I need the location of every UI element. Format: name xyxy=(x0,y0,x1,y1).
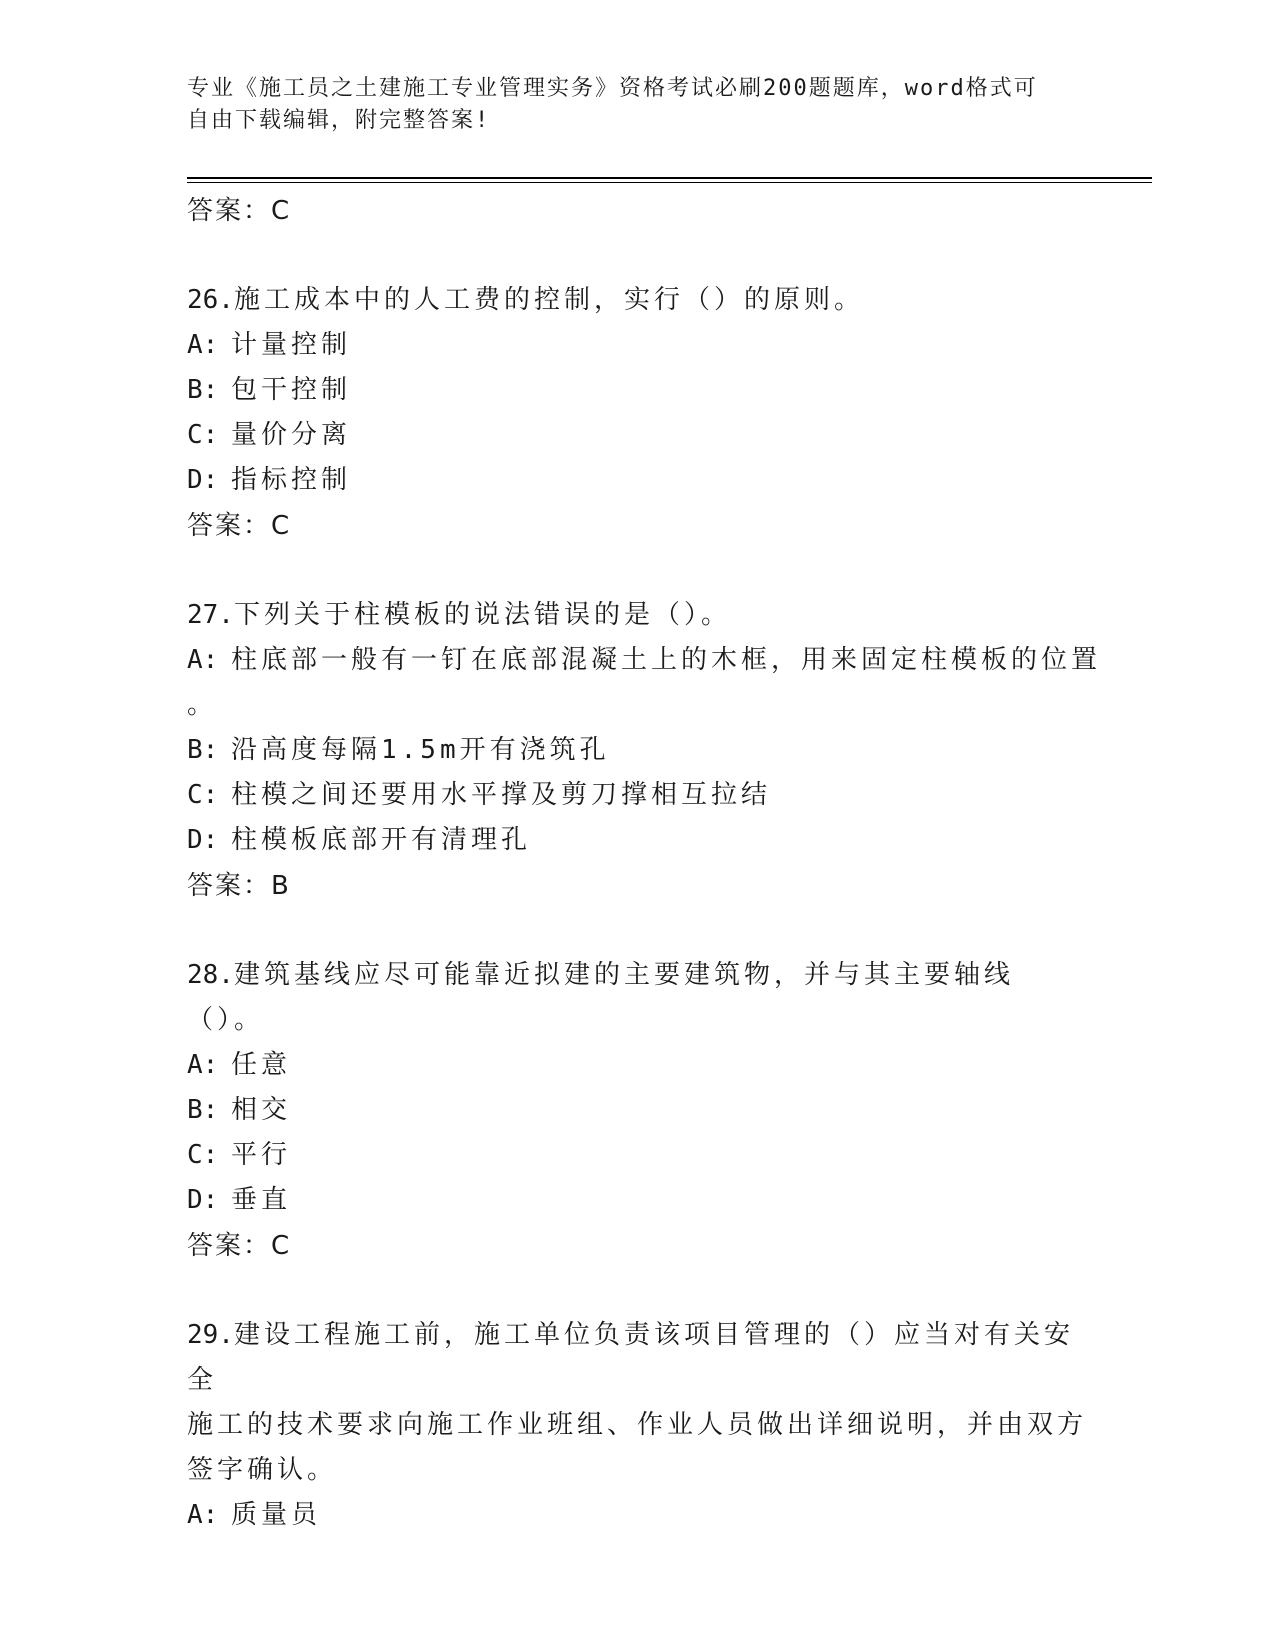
question-28 xyxy=(187,953,1087,1269)
header-rule-thin xyxy=(187,182,1152,183)
option-key: C: xyxy=(187,420,219,450)
question-list xyxy=(187,188,1102,1538)
option-key: C: xyxy=(187,780,219,810)
question-stem xyxy=(187,278,1087,323)
option-key: B: xyxy=(187,735,219,765)
option-key: A: xyxy=(187,330,219,360)
option-d xyxy=(187,818,1087,863)
option-c xyxy=(187,413,1087,458)
question-text: 施工成本中的人工费的控制，实行（）的原则。 xyxy=(233,285,864,315)
option-key: B: xyxy=(187,375,219,405)
option-a xyxy=(187,1493,1087,1538)
option-b xyxy=(187,1088,1087,1133)
question-text-line-3: 签字确认。 xyxy=(187,1455,338,1485)
option-text: 沿高度每隔1.5m开有浇筑孔 xyxy=(231,735,610,765)
header-line-1: 专业《施工员之土建施工专业管理实务》资格考试必刷200题题库，word格式可 xyxy=(187,76,1038,101)
question-text: 建筑基线应尽可能靠近拟建的主要建筑物，并与其主要轴线（）。 xyxy=(187,960,1014,1035)
header-rule-thick xyxy=(187,177,1152,179)
header-line-2: 自由下载编辑，附完整答案! xyxy=(187,108,491,133)
option-key: A: xyxy=(187,1050,219,1080)
question-number: 28. xyxy=(187,960,234,990)
option-text: 柱模板底部开有清理孔 xyxy=(231,825,532,855)
option-a xyxy=(187,1043,1087,1088)
answer: 答案：C xyxy=(187,1231,292,1261)
option-text: 任意 xyxy=(231,1050,292,1080)
option-key: A: xyxy=(187,645,219,675)
question-text-line-2: 施工的技术要求向施工作业班组、作业人员做出详细说明，并由双方 xyxy=(187,1410,1088,1440)
option-key: B: xyxy=(187,1095,219,1125)
answer: 答案：C xyxy=(187,511,292,541)
option-text: 计量控制 xyxy=(231,330,352,360)
option-d xyxy=(187,1178,1087,1223)
answer: 答案：B xyxy=(187,871,291,901)
option-text: 相交 xyxy=(231,1095,292,1125)
question-text-line-1: 建设工程施工前，施工单位负责该项目管理的（）应当对有关安全 xyxy=(187,1320,1074,1395)
option-b xyxy=(187,728,1087,773)
question-number: 26. xyxy=(187,285,234,315)
option-key: D: xyxy=(187,465,219,495)
question-26 xyxy=(187,278,1087,549)
option-text: 质量员 xyxy=(231,1500,322,1530)
option-key: D: xyxy=(187,825,219,855)
question-29 xyxy=(187,1313,1087,1538)
question-stem xyxy=(187,593,1087,638)
option-text: 平行 xyxy=(231,1140,292,1170)
option-text: 柱底部一般有一钉在底部混凝土上的木框，用来固定柱模板的位置 xyxy=(231,645,1102,675)
previous-answer: 答案：C xyxy=(187,196,292,226)
option-text: 量价分离 xyxy=(231,420,352,450)
document-header xyxy=(187,73,1067,137)
option-d xyxy=(187,458,1087,503)
option-text: 柱模之间还要用水平撑及剪刀撑相互拉结 xyxy=(231,780,772,810)
question-stem xyxy=(187,953,1087,1043)
option-a xyxy=(187,638,1102,683)
option-a xyxy=(187,323,1087,368)
option-key: A: xyxy=(187,1500,219,1530)
option-c xyxy=(187,773,1087,818)
option-a-continuation: 。 xyxy=(187,690,218,720)
option-text: 包干控制 xyxy=(231,375,352,405)
option-key: D: xyxy=(187,1185,219,1215)
question-text: 下列关于柱模板的说法错误的是（）。 xyxy=(233,600,731,630)
question-number: 29. xyxy=(187,1320,234,1350)
question-stem xyxy=(187,1313,1087,1403)
question-number: 27. xyxy=(187,600,234,630)
option-c xyxy=(187,1133,1087,1178)
option-b xyxy=(187,368,1087,413)
option-text: 指标控制 xyxy=(231,465,352,495)
question-27 xyxy=(187,593,1102,909)
option-text: 垂直 xyxy=(231,1185,292,1215)
option-key: C: xyxy=(187,1140,219,1170)
